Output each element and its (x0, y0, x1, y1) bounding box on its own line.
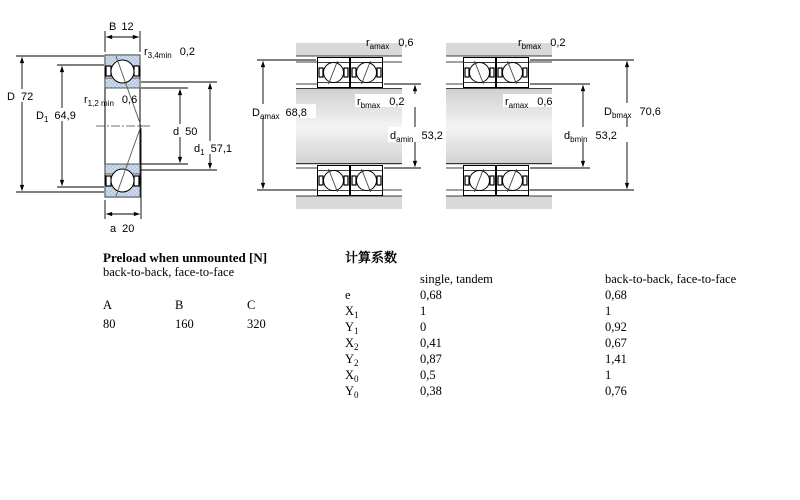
dim-D-label: D 72 (7, 91, 34, 103)
dim-ramax-label: $r_{amax}$ 0,6 (505, 96, 553, 110)
preload-value: 320 (247, 317, 266, 331)
factor-paired-value: 0,68 (605, 288, 627, 302)
housing-section (446, 196, 552, 209)
preload-col-header: C (247, 298, 256, 312)
factor-paired-value: 1,41 (605, 352, 627, 366)
factor-single-value: 0,87 (420, 352, 442, 366)
factor-single-value: 0,68 (420, 288, 442, 302)
dim-rbmax-label: $r_{bmax}$ 0,2 (357, 96, 405, 110)
dim-ramax-label: $r_{amax}$ 0,6 (366, 37, 414, 51)
factor-single-value: 0,38 (420, 384, 442, 398)
dim-dbmin-label: $d_{bmin}$ 53,2 (564, 130, 617, 144)
dim-D1-label: $D_1$ 64,9 (36, 110, 76, 124)
dim-d-label: d 50 (173, 126, 198, 138)
preload-table-subtitle: back-to-back, face-to-face (103, 265, 235, 279)
factor-single-value: 1 (420, 304, 427, 318)
dim-r12-label: $r_{1,2 min}$ 0,6 (84, 94, 138, 108)
factor-paired-value: 0,76 (605, 384, 627, 398)
dim-r34-label: $r_{3,4min}$ 0,2 (144, 46, 195, 60)
preload-col-header: A (103, 298, 113, 312)
factor-paired-value: 0,67 (605, 336, 627, 350)
factor-row-label: e (345, 288, 351, 302)
single-bearing-section (96, 55, 150, 197)
mounted-pair-right (446, 37, 680, 209)
dim-damin-label: $d_{amin}$ 53,2 (390, 130, 443, 144)
factor-paired-value: 1 (605, 368, 612, 382)
factor-single-value: 0 (420, 320, 427, 334)
factors-table-title: 计算系数 (345, 250, 398, 265)
dim-rbmax-label: $r_{bmax}$ 0,2 (518, 37, 566, 51)
dim-a-label: a 20 (110, 223, 135, 235)
dim-d1-label: $d_1$ 57,1 (194, 143, 232, 157)
technical-drawing (0, 0, 800, 245)
dim-B-label: B 12 (109, 21, 134, 33)
ball-upper (111, 60, 134, 83)
factor-row-label: $Y_2$ (345, 352, 359, 368)
factor-paired-value: 0,92 (605, 320, 627, 334)
factor-row-label: $X_0$ (345, 368, 359, 384)
preload-table (103, 250, 343, 332)
factor-row-label: $X_1$ (345, 304, 359, 320)
preload-value: 160 (175, 317, 194, 331)
factors-col-paired-header: back-to-back, face-to-face (605, 272, 737, 286)
preload-table-title: Preload when unmounted [N] (103, 250, 268, 265)
dim-Dbmax-label: $D_{bmax}$ 70,6 (604, 106, 661, 120)
factor-row-label: $Y_0$ (345, 384, 359, 400)
mounted-pair-left (250, 37, 460, 209)
dim-Damax-label: $D_{amax}$ 68,8 (252, 107, 307, 121)
factor-single-value: 0,41 (420, 336, 442, 350)
calculation-factors-table (345, 250, 775, 399)
housing-section (296, 196, 402, 209)
ball-lower (111, 169, 134, 192)
factor-row-label: $Y_1$ (345, 320, 359, 336)
preload-value: 80 (103, 317, 116, 331)
factors-col-single-header: single, tandem (420, 272, 493, 286)
preload-col-header: B (175, 298, 184, 312)
factor-paired-value: 1 (605, 304, 612, 318)
factor-single-value: 0,5 (420, 368, 436, 382)
factor-row-label: $X_2$ (345, 336, 359, 352)
